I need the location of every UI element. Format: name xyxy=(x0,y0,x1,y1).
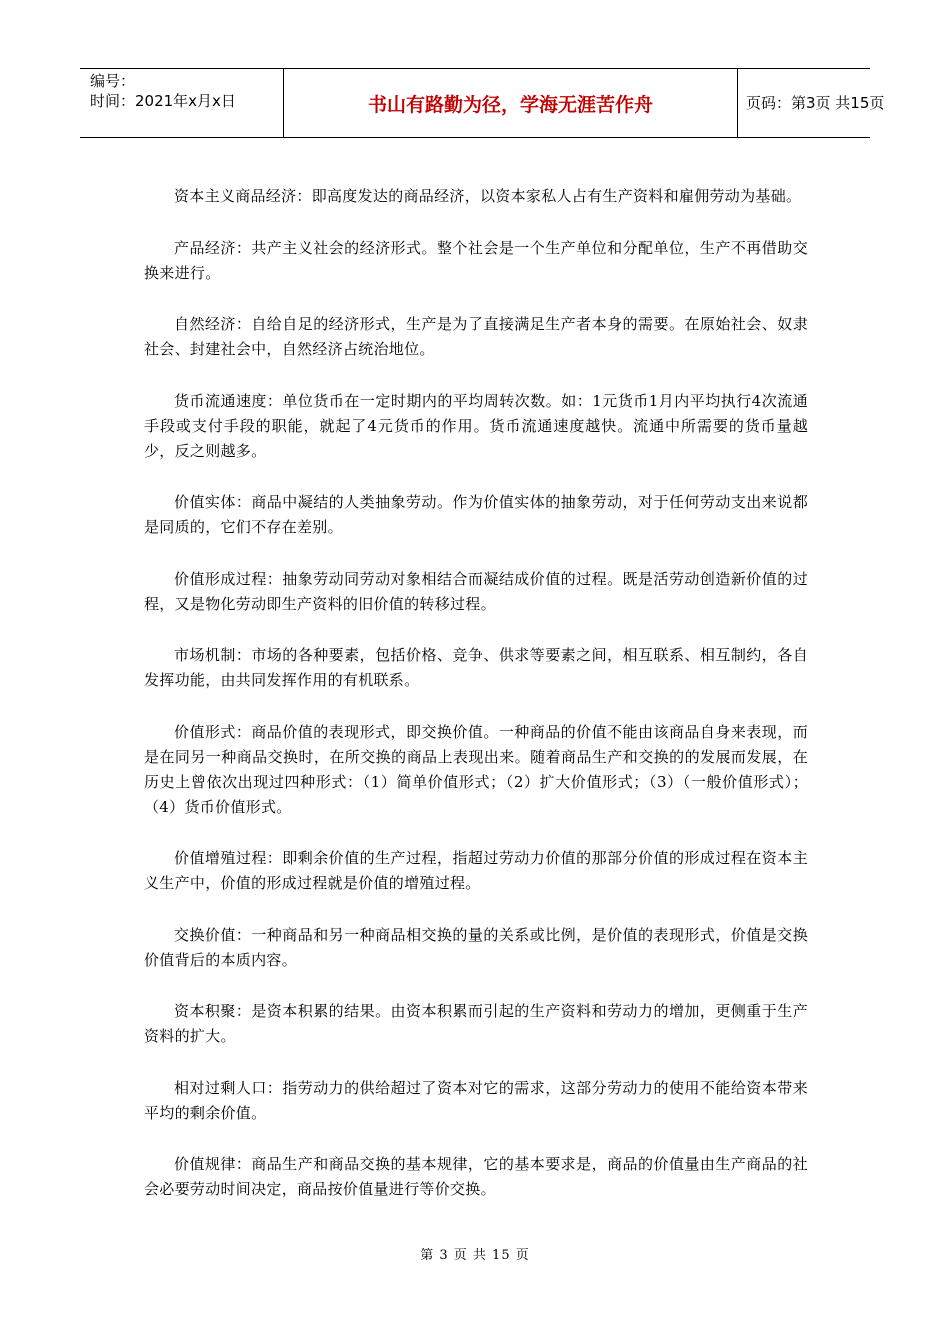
page-header xyxy=(80,68,885,138)
header-page-info: 页码：第3页 共15页 xyxy=(746,94,885,112)
paragraph: 自然经济：自给自足的经济形式，生产是为了直接满足生产者本身的需要。在原始社会、奴隶社会、封建社会中，自然经济占统治地位。 xyxy=(144,315,808,358)
document-body xyxy=(144,184,808,1229)
paragraph: 价值增殖过程：即剩余价值的生产过程，指超过劳动力价值的那部分价值的形成过程在资本主义生产中，价值的形成过程就是价值的增殖过程。 xyxy=(144,849,808,892)
paragraph: 价值规律：商品生产和商品交换的基本规律，它的基本要求是，商品的价值量由生产商品的社会必要劳动时间决定，商品按价值量进行等价交换。 xyxy=(144,1155,808,1198)
header-motto-cell xyxy=(284,69,738,137)
paragraph: 价值实体：商品中凝结的人类抽象劳动。作为价值实体的抽象劳动，对于任何劳动支出来说都是同质的，它们不存在差别。 xyxy=(144,493,808,536)
paragraph: 资本主义商品经济：即高度发达的商品经济，以资本家私人占有生产资料和雇佣劳动为基础。 xyxy=(174,187,802,205)
paragraph: 产品经济：共产主义社会的经济形式。整个社会是一个生产单位和分配单位，生产不再借助交换来进行。 xyxy=(144,238,808,282)
header-meta-cell xyxy=(80,69,284,137)
paragraph: 市场机制：市场的各种要素，包括价格、竞争、供求等要素之间，相互联系、相互制约，各自发挥功能，由共同发挥作用的有机联系。 xyxy=(144,646,808,689)
paragraph: 资本积聚：是资本积累的结果。由资本积累而引起的生产资料和劳动力的增加，更侧重于生产资料的扩大。 xyxy=(144,1002,808,1045)
paragraph: 价值形式：商品价值的表现形式，即交换价值。一种商品的价值不能由该商品自身来表现，而是在同另一种商品交换时，在所交换的商品上表现出来。随着商品生产和交换的的发展而发展，在历史上曾依次出现过四种形式：（1）简单价值形式；（2）扩大价值形式；（3）（一般价值形式）；（4）货币价值形式。 xyxy=(144,722,808,816)
paragraph: 交换价值：一种商品和另一种商品相交换的量的关系或比例，是价值的表现形式，价值是交换价值背后的本质内容。 xyxy=(144,925,808,969)
header-page-cell xyxy=(738,69,885,137)
document-number-label: 编号： xyxy=(90,72,136,90)
header-motto: 书山有路勤为径，学海无涯苦作舟 xyxy=(367,94,653,116)
paragraph: 价值形成过程：抽象劳动同劳动对象相结合而凝结成价值的过程。既是活劳动创造新价值的过程，又是物化劳动即生产资料的旧价值的转移过程。 xyxy=(144,569,808,613)
paragraph: 货币流通速度：单位货币在一定时期内的平均周转次数。如：1元货币1月内平均执行4次流通手段或支付手段的职能，就起了4元货币的作用。货币流通速度越快。流通中所需要的货币量越少，反之则越多。 xyxy=(144,391,808,460)
document-date: 时间：2021年x月x日 xyxy=(90,92,236,110)
page-footer: 第 3 页 共 15 页 xyxy=(420,1248,530,1263)
paragraph: 相对过剩人口：指劳动力的供给超过了资本对它的需求，这部分劳动力的使用不能给资本带来平均的剩余价值。 xyxy=(144,1078,808,1122)
